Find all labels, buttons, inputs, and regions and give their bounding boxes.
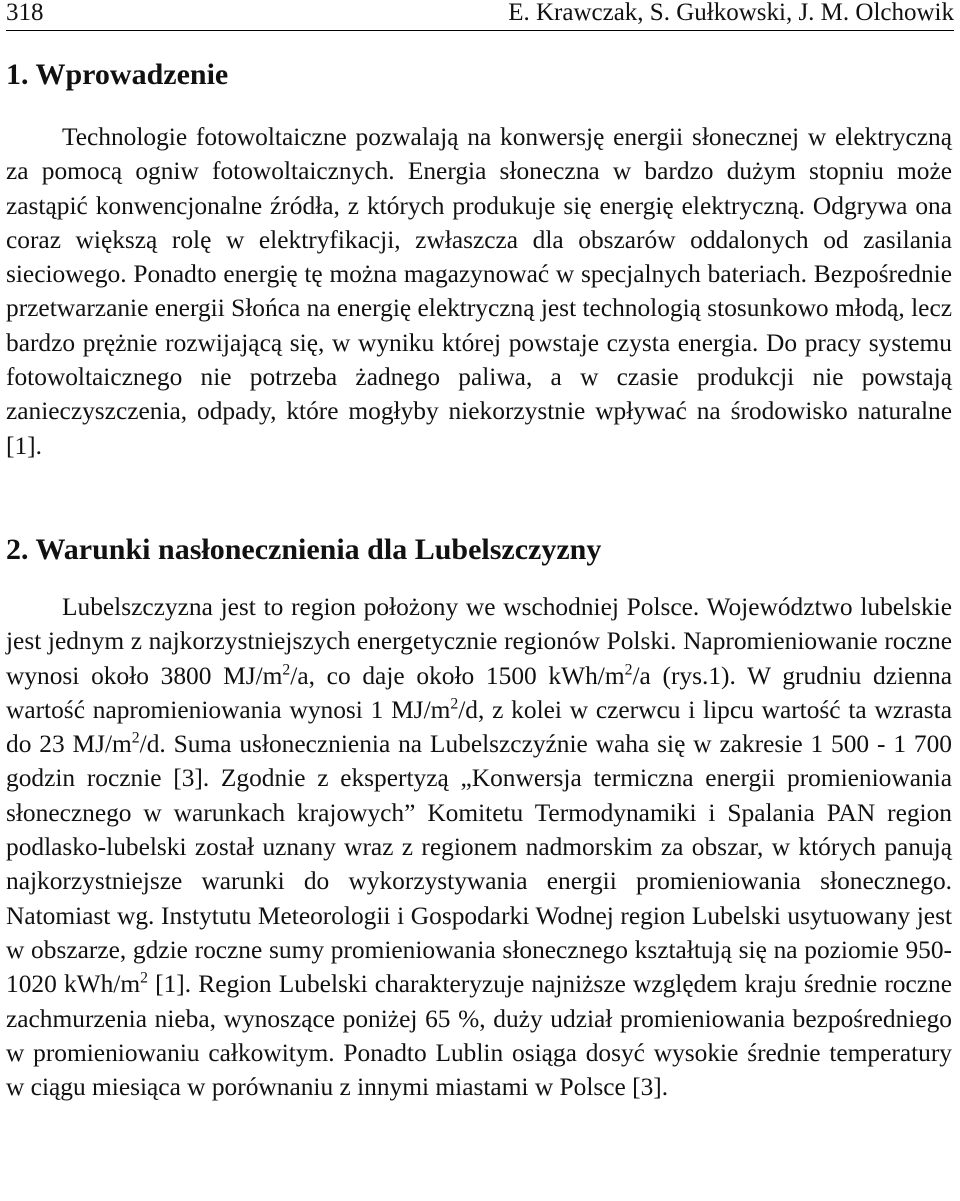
section-heading-introduction: 1. Wprowadzenie: [6, 58, 229, 91]
text-run: Lubelszczyzna jest to region położony we wschodniej Polsce. Województwo lubelskie jest jednym z najkorzystniejszych energetycznie regionów Polski. Napromieniowanie roczne wynosi około 3800 MJ/m: [6, 593, 952, 690]
superscript: 2: [282, 661, 291, 679]
running-header: [6, 0, 954, 31]
superscript: 2: [140, 969, 148, 987]
text-run: [1]. Region Lubelski charakteryzuje najniższe względem kraju średnie roczne zachmurzenia nieba, wynoszące poniżej 65 %, duży udział promieniowania bezpośredniego w promieniowaniu całkowitym. Ponadto Lublin osiąga dosyć wysokie średnie temperatury w ciągu miesiąca w porównaniu z innymi miastami w Polsce [3].: [6, 970, 952, 1102]
text-run: /d, z kolei w czerwcu i lipcu wartość ta wzrasta do 23 MJ/m: [6, 695, 952, 759]
superscript: 2: [624, 661, 633, 679]
text-run: /a (rys.1). W grudniu dzienna wartość napromieniowania wynosi 1 MJ/m: [6, 661, 952, 724]
superscript: 2: [450, 695, 459, 713]
running-header-authors: E. Krawczak, S. Gułkowski, J. M. Olchowik: [508, 0, 954, 26]
section-heading-insolation: 2. Warunki nasłonecznienia dla Lubelszczyzny: [6, 533, 602, 566]
page-number: 318: [6, 0, 44, 26]
superscript: 2: [131, 729, 140, 747]
paragraph-introduction: Technologie fotowoltaiczne pozwalają na konwersję energii słonecznej w elektryczną za pomocą ogniw fotowoltaicznych. Energia słoneczna w bardzo dużym stopniu może zastąpić konwencjonalne źródła, z których produkuje się energię elektryczną. Odgrywa ona coraz większą rolę w elektryfikacji, zwłaszcza dla obszarów oddalonych od zasilania sieciowego. Ponadto energię tę można magazynować w specjalnych bateriach. Bezpośrednie przetwarzanie energii Słońca na energię elektryczną jest technologią stosunkowo młodą, lecz bardzo prężnie rozwijającą się, w wyniku której powstaje czysta energia. Do pracy systemu fotowoltaicznego nie potrzeba żadnego paliwa, a w czasie produkcji nie powstają zanieczyszczenia, odpady, które mogłyby niekorzystnie wpływać na środowisko naturalne [1].: [6, 123, 952, 460]
paragraph-insolation: [6, 590, 952, 1104]
text-run: /a, co daje około 1500 kWh/m: [290, 661, 625, 690]
text-run: /d. Suma usłonecznienia na Lubelszczyźnie waha się w zakresie 1 500 - 1 700 godzin rocznie [3]. Zgodnie z ekspertyzą „Konwersja termiczna energii promieniowania słonecznego w warunkach krajowych” Komitetu Termodynamiki i Spalania PAN region podlasko-lubelski został uznany wraz z regionem nadmorskim za obszar, w których panują najkorzystniejsze warunki do wykorzystywania energii promieniowania słonecznego. Natomiast wg. Instytutu Meteorologii i Gospodarki Wodnej region Lubelski usytuowany jest w obszarze, gdzie roczne sumy promieniowania słonecznego kształtują się na poziomie 950-1020 kWh/m: [6, 730, 952, 999]
